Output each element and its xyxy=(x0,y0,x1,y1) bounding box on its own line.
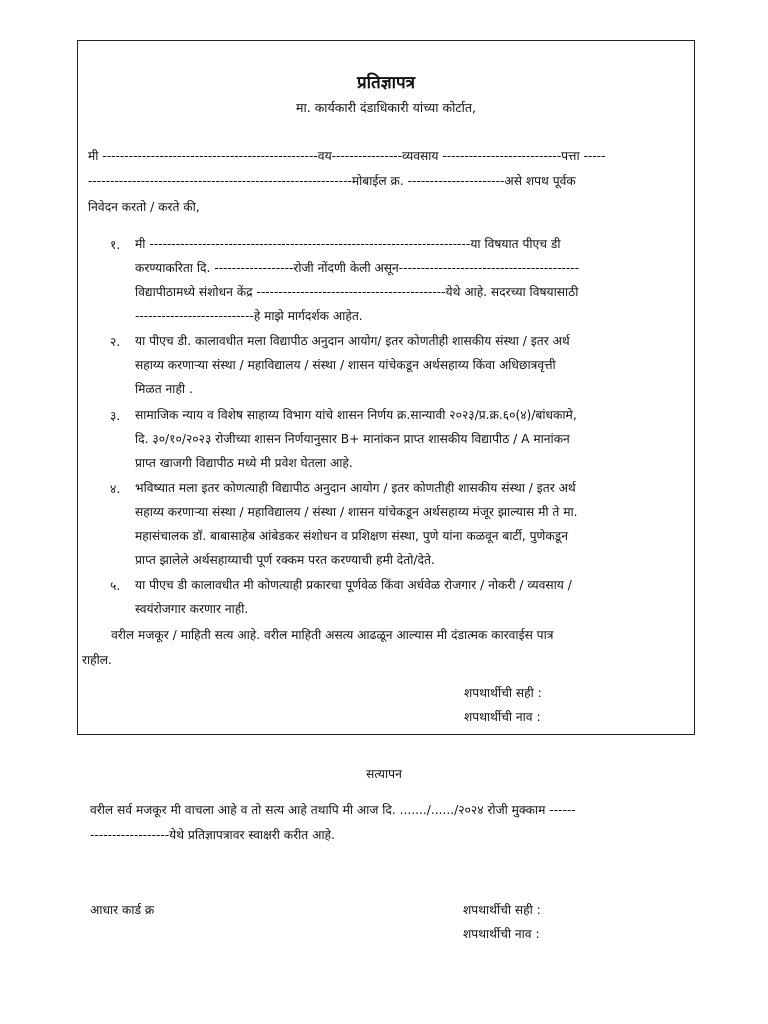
verification-line-2: ------------------येथे प्रतिज्ञापत्रावर स्वाक्षरी करीत आहे. xyxy=(90,828,335,842)
point-5-text xyxy=(135,573,687,621)
point-line: स्वयंरोजगार करणार नाही. xyxy=(135,602,249,616)
point-number: ३. xyxy=(110,409,121,423)
point-number: २. xyxy=(110,335,121,349)
point-line: या पीएच डी. कालावधीत मला विद्यापीठ अनुदान आयोग/ इतर कोणतीही शासकीय संस्था / इतर अर्थ xyxy=(135,334,570,348)
point-3-text xyxy=(135,403,687,475)
verification-sign-label: शपथार्थीची सही : xyxy=(463,903,541,917)
point-number: ५. xyxy=(110,579,121,593)
point-1-text xyxy=(135,232,687,328)
verification-name-label: शपथार्थीची नाव : xyxy=(463,927,540,941)
point-line: सहाय्य करणाऱ्या संस्था / महाविद्यालय / संस्था / शासन यांचेकडून अर्थसहाय्य मंजूर झाल्यास मी ते मा. xyxy=(135,505,578,519)
deponent-name-label: शपथार्थीची नाव : xyxy=(464,710,541,724)
document-title: प्रतिज्ञापत्र xyxy=(356,73,416,93)
point-4-text xyxy=(135,476,687,572)
closing-line-2: राहील. xyxy=(82,653,112,667)
verification-line-1: वरील सर्व मजकूर मी वाचला आहे व तो सत्य आहे तथापि मी आज दि. ......./....../२०२४ रोजी मुक्काम ------ xyxy=(90,803,576,817)
point-number: १. xyxy=(110,238,121,252)
point-line: भविष्यात मला इतर कोणत्याही विद्यापीठ अनुदान आयोग / इतर कोणतीही शासकीय संस्था / इतर अर्थ xyxy=(135,481,576,495)
point-2-text xyxy=(135,329,687,401)
point-line: सहाय्य करणाऱ्या संस्था / महाविद्यालय / संस्था / शासन यांचेकडून अर्थसहाय्य किंवा अधिछात्रवृत्ती xyxy=(135,358,556,372)
point-line: विद्यापीठामध्ये संशोधन केंद्र -------------------------------------------येथे आहे. सदरच्या विषयासाठी xyxy=(135,285,579,299)
deponent-sign-label: शपथार्थीची सही : xyxy=(464,686,542,700)
intro-line-2: ------------------------------------------------------------मोबाईल क्र. ----------------------असे शपथ पूर्वक xyxy=(88,174,576,188)
point-line: सामाजिक न्याय व विशेष साहाय्य विभाग यांचे शासन निर्णय क्र.सान्यावी २०२३/प्र.क्र.६०(४)/बांधकामे, xyxy=(135,408,577,422)
verification-title: सत्यापन xyxy=(366,767,402,781)
point-line: प्राप्त खाजगी विद्यापीठ मध्ये मी प्रवेश घेतला आहे. xyxy=(135,456,353,470)
document-subtitle: मा. कार्यकारी दंडाधिकारी यांच्या कोर्टात, xyxy=(296,100,476,115)
aadhaar-label: आधार कार्ड क्र xyxy=(90,903,155,917)
point-line: ---------------------------हे माझे मार्गदर्शक आहेत. xyxy=(135,309,363,323)
point-line: प्राप्त झालेले अर्थसहाय्याची पूर्ण रक्कम परत करण्याची हमी देतो/देते. xyxy=(135,553,435,567)
point-line: मिळत नाही . xyxy=(135,382,193,396)
point-line: महासंचालक डॉ. बाबासाहेब आंबेडकर संशोधन व प्रशिक्षण संस्था, पुणे यांना कळवून बार्टी, पुणेकडून xyxy=(135,529,568,543)
point-number: ४. xyxy=(110,482,121,496)
point-line: मी -------------------------------------------------------------------------या विषयात पीएच डी xyxy=(135,237,561,251)
closing-line-1: वरील मजकूर / माहिती सत्य आहे. वरील माहिती असत्य आढळून आल्यास मी दंडात्मक कारवाईस पात्र xyxy=(111,628,554,642)
intro-line-3: निवेदन करतो / करते की, xyxy=(88,200,200,214)
point-line: करण्याकरिता दि. ------------------रोजी नोंदणी केली असून----------------------------------------- xyxy=(135,261,580,275)
point-line: या पीएच डी कालावधीत मी कोणत्याही प्रकारचा पूर्णवेळ किंवा अर्धवेळ रोजगार / नोकरी / व्यवसाय / xyxy=(135,578,572,592)
intro-line-1: मी -------------------------------------------------वय----------------व्यवसाय ---------------------------पत्ता ----- xyxy=(88,149,606,163)
point-line: दि. ३०/१०/२०२३ रोजीच्या शासन निर्णयानुसार B+ मानांकन प्राप्त शासकीय विद्यापीठ / A मानांकन xyxy=(135,432,570,446)
affidavit-box xyxy=(77,40,695,735)
